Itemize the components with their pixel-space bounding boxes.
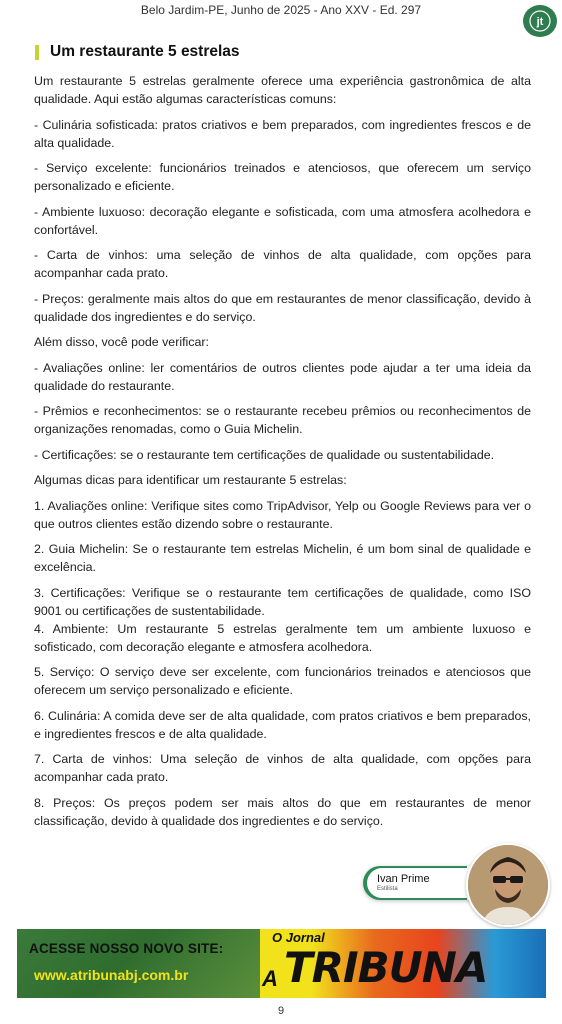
paragraph: Além disso, você pode verificar: xyxy=(34,335,209,349)
article-body xyxy=(34,72,531,837)
logo-wordmark: TRIBUNA xyxy=(284,943,488,992)
paragraph: - Preços: geralmente mais altos do que em restaurantes de menor classificação, devido à qualidade dos ingredientes e do serviço. xyxy=(34,291,531,324)
person-icon xyxy=(468,845,548,925)
article-title: Um restaurante 5 estrelas xyxy=(50,43,240,60)
paragraph: - Carta de vinhos: uma seleção de vinhos de alta qualidade, com opções para acompanhar cada prato. xyxy=(34,248,531,280)
author-avatar xyxy=(466,843,550,927)
paragraph: - Certificações: se o restaurante tem certificações de qualidade ou sustentabilidade. xyxy=(34,447,495,462)
paragraph: - Avaliações online: ler comentários de outros clientes pode ajudar a ter uma ideia da qualidade do restaurante. xyxy=(34,360,531,393)
paragraph: 4. Ambiente: Um restaurante 5 estrelas geralmente tem um ambiente luxuoso e sofisticado, com decoração elegante e atmosfera acolhedora. xyxy=(34,621,531,654)
promo-headline: ACESSE NOSSO NOVO SITE: xyxy=(29,941,224,956)
title-accent-bar xyxy=(35,45,39,60)
logo-letter-a: A xyxy=(262,966,278,991)
tribuna-logo xyxy=(260,929,546,998)
paragraph: 3. Certificações: Verifique se o restaurante tem certificações de qualidade, como ISO 9001 ou certificações de sustentabilidade. xyxy=(34,585,531,618)
promo-banner[interactable] xyxy=(17,929,546,998)
logo-prefix: O Jornal xyxy=(272,930,325,945)
paragraph: 1. Avaliações online: Verifique sites como TripAdvisor, Yelp ou Google Reviews para ver o que outros clientes estão dizendo sobre o restaurante. xyxy=(34,498,531,531)
logo-icon xyxy=(529,10,551,32)
paragraph: 6. Culinária: A comida deve ser de alta qualidade, com pratos criativos e bem preparados, e ingredientes frescos e de alta qualidade. xyxy=(34,708,531,741)
paragraph: 2. Guia Michelin: Se o restaurante tem estrelas Michelin, é um bom sinal de qualidade e excelência. xyxy=(34,542,531,574)
paragraph: - Serviço excelente: funcionários treinados e atenciosos, que oferecem um serviço personalizado e eficiente. xyxy=(34,161,531,193)
paragraph: 5. Serviço: O serviço deve ser excelente, com funcionários treinados e atenciosos que oferecem um serviço personalizado e eficiente. xyxy=(34,665,531,697)
paragraph: - Prêmios e reconhecimentos: se o restaurante recebeu prêmios ou reconhecimentos de organizações renomadas, como o Guia Michelin. xyxy=(34,404,531,436)
logo-text: jt xyxy=(536,16,544,28)
paragraph: - Culinária sofisticada: pratos criativos e bem preparados, com ingredientes frescos e de alta qualidade. xyxy=(34,117,531,150)
article-heading xyxy=(35,43,240,61)
paragraph: Algumas dicas para identificar um restaurante 5 estrelas: xyxy=(34,473,347,487)
site-url-link[interactable]: www.atribunabj.com.br xyxy=(34,967,189,983)
paragraph: Um restaurante 5 estrelas geralmente oferece uma experiência gastronômica de alta qualidade. Aqui estão algumas características comuns: xyxy=(34,74,531,106)
page-number: 9 xyxy=(277,1005,285,1017)
author-name: Ivan Prime xyxy=(377,873,430,885)
paragraph: - Ambiente luxuoso: decoração elegante e sofisticada, com uma atmosfera acolhedora e confortável. xyxy=(34,204,531,237)
site-promo[interactable] xyxy=(17,929,260,998)
paragraph: 7. Carta de vinhos: Uma seleção de vinhos de alta qualidade, com opções para acompanhar cada prato. xyxy=(34,752,531,784)
paragraph: 8. Preços: Os preços podem ser mais altos do que em restaurantes de menor classificação, devido à qualidade dos ingredientes e do serviço. xyxy=(34,795,531,828)
author-role: Estilista xyxy=(377,886,398,892)
page-dateline: Belo Jardim-PE, Junho de 2025 - Ano XXV - Ed. 297 xyxy=(140,3,422,17)
newspaper-logo[interactable] xyxy=(523,5,557,37)
